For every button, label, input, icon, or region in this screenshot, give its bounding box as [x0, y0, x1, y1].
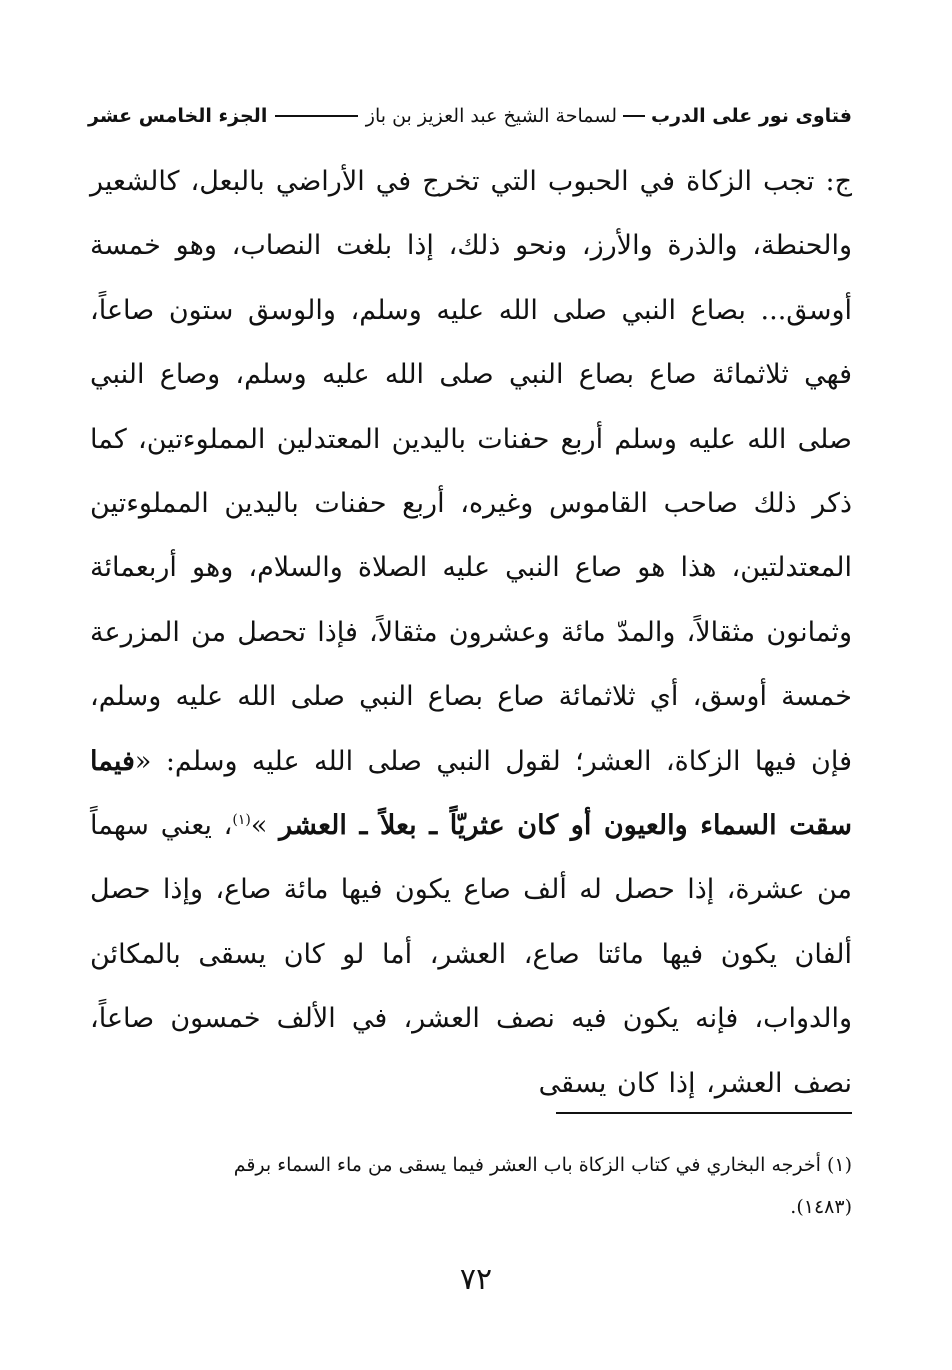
footnote-line: (١٤٨٣). [790, 1196, 852, 1218]
footnote-reference: (١) [232, 812, 251, 829]
text-segment: ج: تجب الزكاة في الحبوب التي تخرج في الأراضي بالبعل، كالشعير والحنطة، والذرة والأرز، ونحو ذلك، إذا بلغت النصاب، وهو خمسة أوسق... بصاع النبي صلى الله عليه وسلم، والوسق ستون صاعاً، فهي ثلاثمائة صاع بصاع النبي صلى الله عليه وسلم، وصاع النبي صلى الله عليه وسلم أربع حفنات باليدين المعتدلين المملوءتين، كما ذكر ذلك صاحب القاموس وغيره، أربع حفنات باليدين المملوءتين المعتدلتين، هذا هو صاع النبي عليه الصلاة والسلام، وهو أربعمائة وثمانون مثقالاً، والمدّ مائة وعشرون مثقالاً، فإذا تحصل من المزرعة خمسة أوسق، أي ثلاثمائة صاع بصاع النبي صلى الله عليه وسلم، فإن فيها الزكاة، العشر؛ لقول النبي صلى الله عليه وسلم: « [90, 166, 852, 777]
author-name: لسماحة الشيخ عبد العزيز بن باز [365, 105, 617, 127]
footnote-separator [556, 1112, 852, 1114]
page-number: ٧٢ [459, 1262, 493, 1297]
running-header [88, 98, 852, 134]
header-dash [623, 115, 645, 117]
hadith-quote: فيما سقت السماء والعيون أو كان عثريّاً ـ بعلاً ـ العشر [90, 745, 852, 842]
text-segment: ، يعني سهماً من عشرة، إذا حصل له ألف صاع يكون فيها مائة صاع، وإذا حصل ألفان يكون فيها مائتا صاع، العشر، أما لو كان يسقى بالمكائن والدواب، فإنه يكون فيه نصف العشر، في الألف خمسون صاعاً، نصف العشر، إذا كان يسقى [90, 810, 852, 1099]
quote-close: » [250, 810, 280, 842]
footnote-line: (١) أخرجه البخاري في كتاب الزكاة باب العشر فيما يسقى من ماء السماء برقم [233, 1154, 852, 1176]
header-line [275, 115, 357, 117]
footnote [90, 1144, 852, 1228]
volume-label: الجزء الخامس عشر [88, 105, 268, 127]
main-text [90, 150, 852, 1099]
book-title: فتاوى نور على الدرب [651, 105, 852, 127]
answer-paragraph [90, 150, 852, 1116]
